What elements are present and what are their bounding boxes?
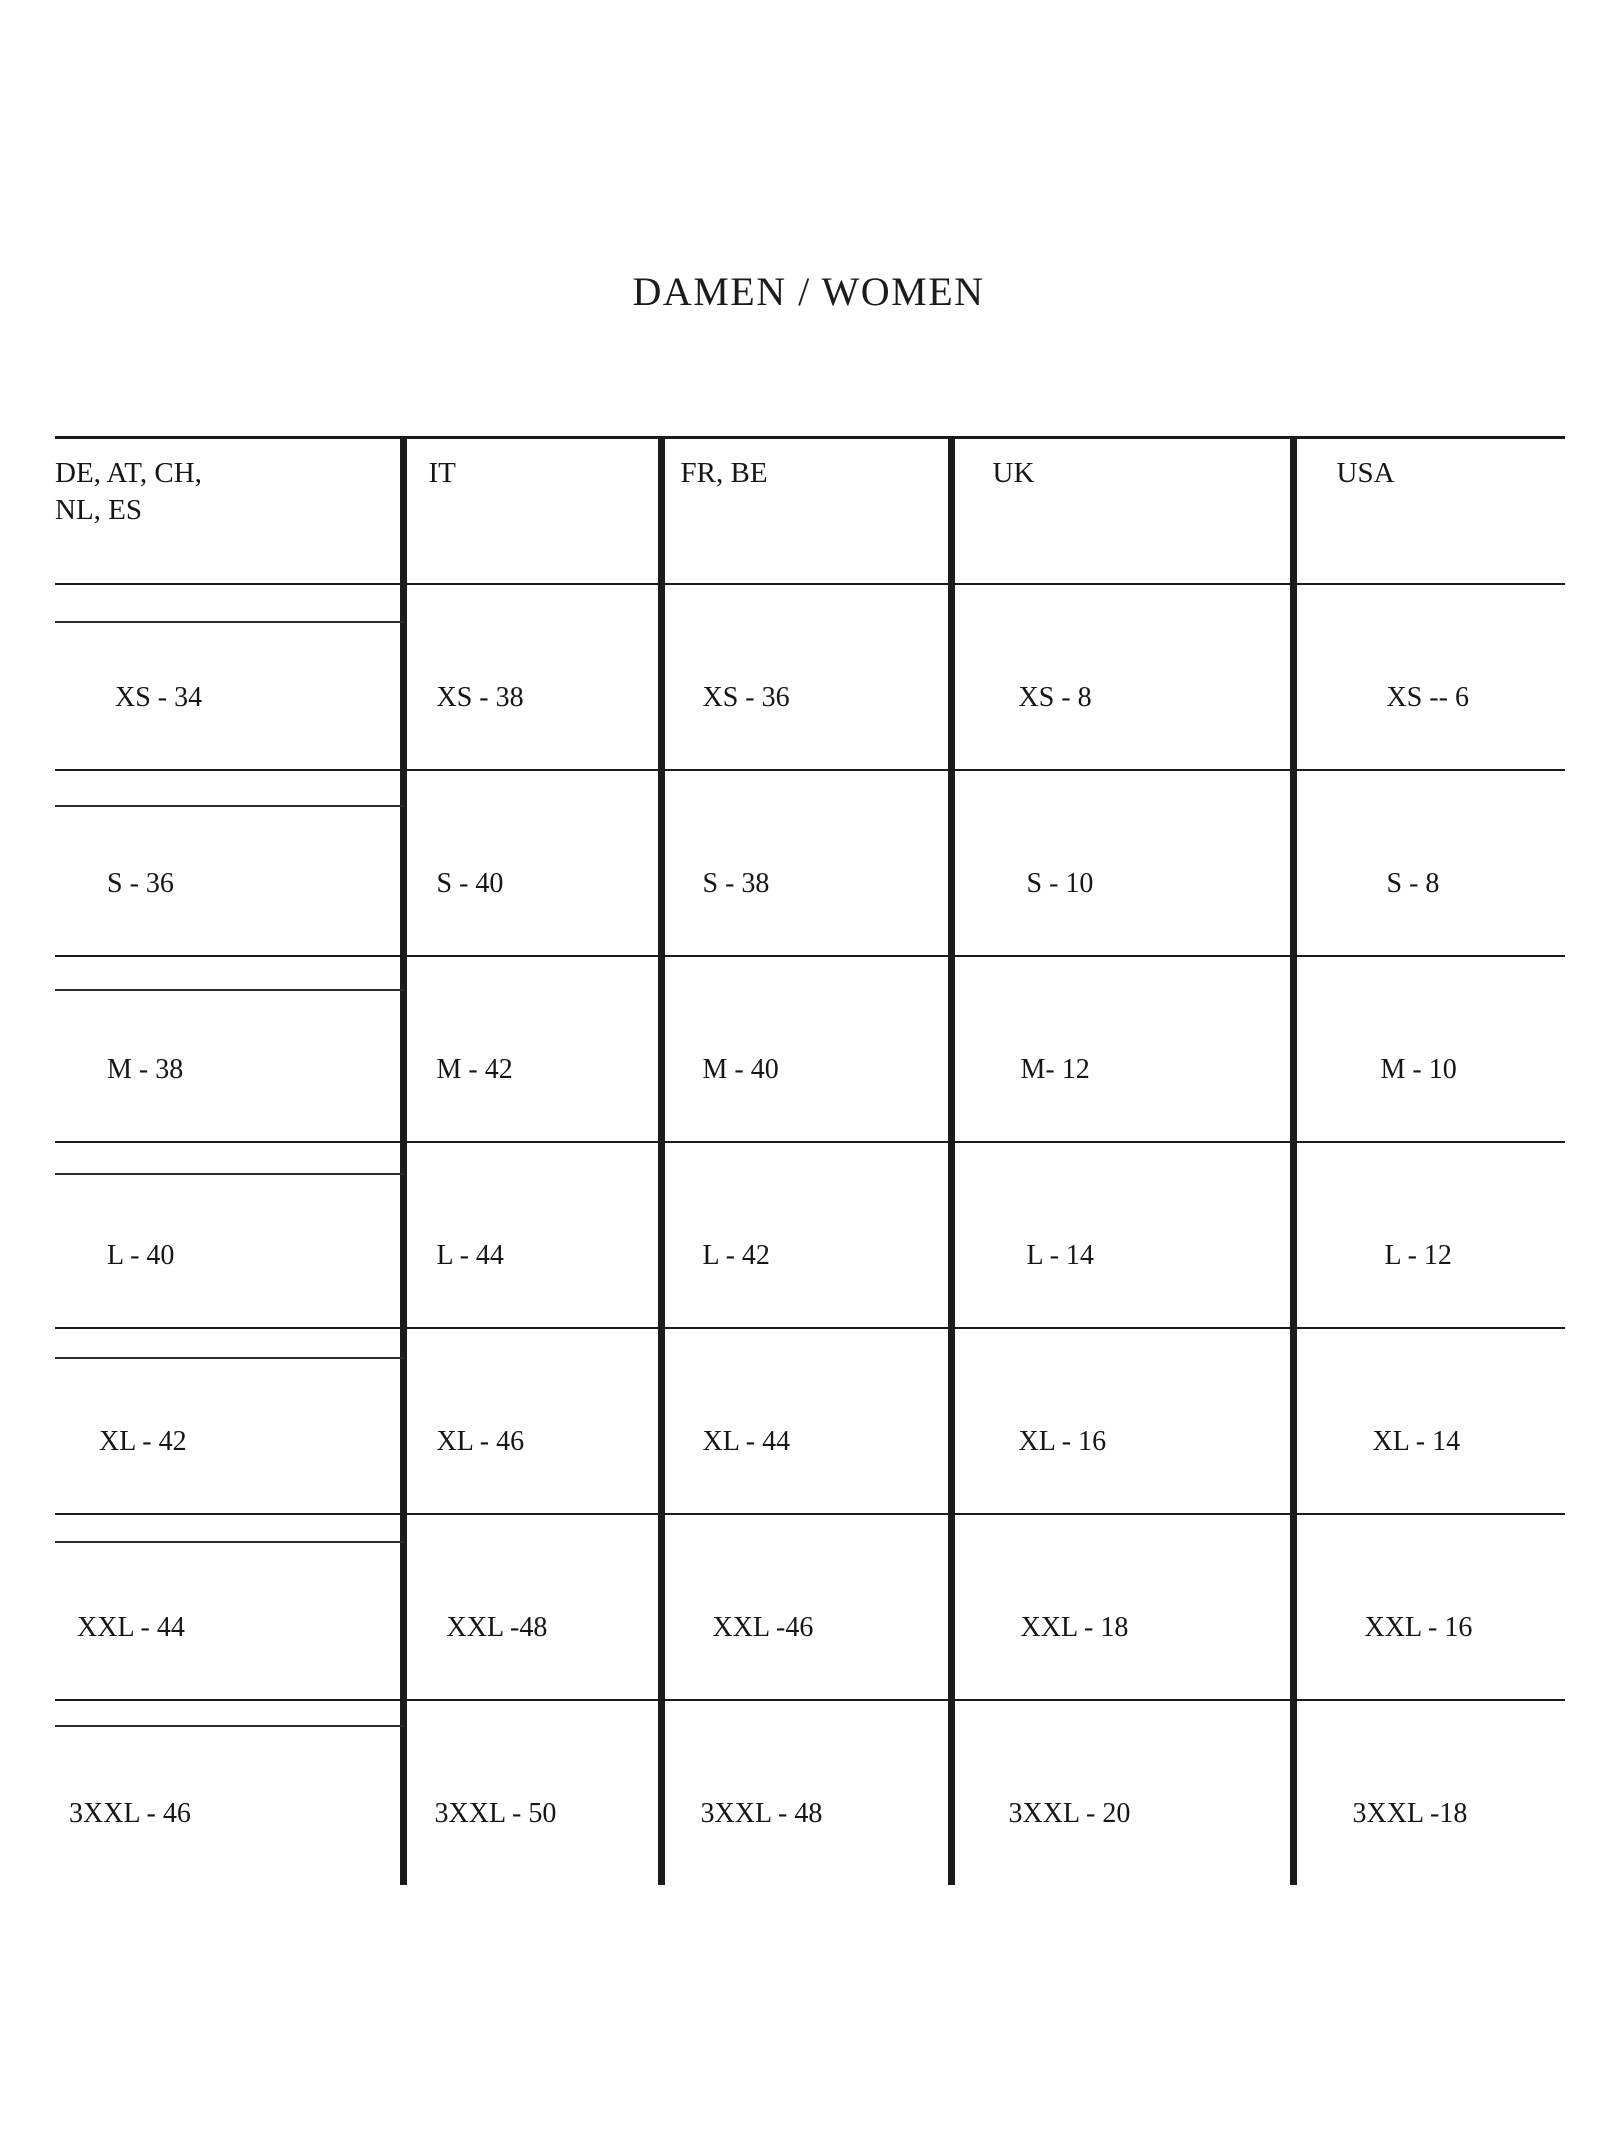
cell-uk-l: L - 14 bbox=[951, 1142, 1293, 1328]
cell-fr-s: S - 38 bbox=[661, 770, 951, 956]
cell-it-s: S - 40 bbox=[403, 770, 661, 956]
cell-it-m: M - 42 bbox=[403, 956, 661, 1142]
table-row bbox=[55, 1142, 1565, 1328]
divider-rule bbox=[55, 1173, 405, 1175]
cell-usa-l: L - 12 bbox=[1293, 1142, 1565, 1328]
cell-de-l: L - 40 bbox=[55, 1142, 403, 1328]
cell-usa-m: M - 10 bbox=[1293, 956, 1565, 1142]
column-header-line-1: DE, AT, CH, bbox=[55, 457, 202, 489]
cell-de-m: M - 38 bbox=[55, 956, 403, 1142]
table-row bbox=[55, 1700, 1565, 1885]
cell-usa-3xxl: 3XXL -18 bbox=[1293, 1700, 1565, 1885]
page-title-text: DAMEN / WOMEN bbox=[632, 269, 985, 314]
column-header-uk: UK bbox=[951, 438, 1293, 585]
size-conversion-table bbox=[55, 436, 1565, 1885]
cell-usa-xl: XL - 14 bbox=[1293, 1328, 1565, 1514]
cell-uk-s: S - 10 bbox=[951, 770, 1293, 956]
divider-rule bbox=[55, 1541, 405, 1543]
cell-it-xxl: XXL -48 bbox=[403, 1514, 661, 1700]
column-header-line-2: NL, ES bbox=[55, 494, 142, 527]
cell-fr-3xxl: 3XXL - 48 bbox=[661, 1700, 951, 1885]
size-table-container bbox=[55, 436, 1565, 1860]
cell-it-xs: XS - 38 bbox=[403, 584, 661, 770]
table-row bbox=[55, 770, 1565, 956]
cell-uk-3xxl: 3XXL - 20 bbox=[951, 1700, 1293, 1885]
cell-de-s: S - 36 bbox=[55, 770, 403, 956]
cell-de-xs: XS - 34 bbox=[55, 584, 403, 770]
cell-fr-xxl: XXL -46 bbox=[661, 1514, 951, 1700]
divider-rule bbox=[55, 621, 405, 623]
cell-fr-xs: XS - 36 bbox=[661, 584, 951, 770]
cell-it-3xxl: 3XXL - 50 bbox=[403, 1700, 661, 1885]
cell-it-xl: XL - 46 bbox=[403, 1328, 661, 1514]
table-body bbox=[55, 584, 1565, 1885]
table-row bbox=[55, 584, 1565, 770]
table-header-row bbox=[55, 438, 1565, 585]
divider-rule bbox=[55, 1357, 405, 1359]
cell-usa-xs: XS -- 6 bbox=[1293, 584, 1565, 770]
column-header-it: IT bbox=[403, 438, 661, 585]
table-row bbox=[55, 1328, 1565, 1514]
cell-fr-l: L - 42 bbox=[661, 1142, 951, 1328]
cell-usa-s: S - 8 bbox=[1293, 770, 1565, 956]
column-header-usa: USA bbox=[1293, 438, 1565, 585]
divider-rule bbox=[55, 989, 405, 991]
cell-it-l: L - 44 bbox=[403, 1142, 661, 1328]
column-header-de-at-ch-nl-es bbox=[55, 438, 403, 585]
cell-uk-xxl: XXL - 18 bbox=[951, 1514, 1293, 1700]
divider-rule bbox=[55, 805, 405, 807]
table-row bbox=[55, 956, 1565, 1142]
cell-fr-m: M - 40 bbox=[661, 956, 951, 1142]
cell-uk-m: M- 12 bbox=[951, 956, 1293, 1142]
cell-de-3xxl: 3XXL - 46 bbox=[69, 1798, 191, 1829]
cell-uk-xl: XL - 16 bbox=[951, 1328, 1293, 1514]
column-header-fr-be: FR, BE bbox=[661, 438, 951, 585]
cell-de-xl: XL - 42 bbox=[55, 1328, 403, 1514]
cell-uk-xs: XS - 8 bbox=[951, 584, 1293, 770]
divider-rule bbox=[55, 1725, 405, 1727]
cell-fr-xl: XL - 44 bbox=[661, 1328, 951, 1514]
cell-de-xxl: XXL - 44 bbox=[55, 1514, 403, 1700]
table-header bbox=[55, 438, 1565, 585]
cell-usa-xxl: XXL - 16 bbox=[1293, 1514, 1565, 1700]
page-title bbox=[0, 268, 1617, 315]
